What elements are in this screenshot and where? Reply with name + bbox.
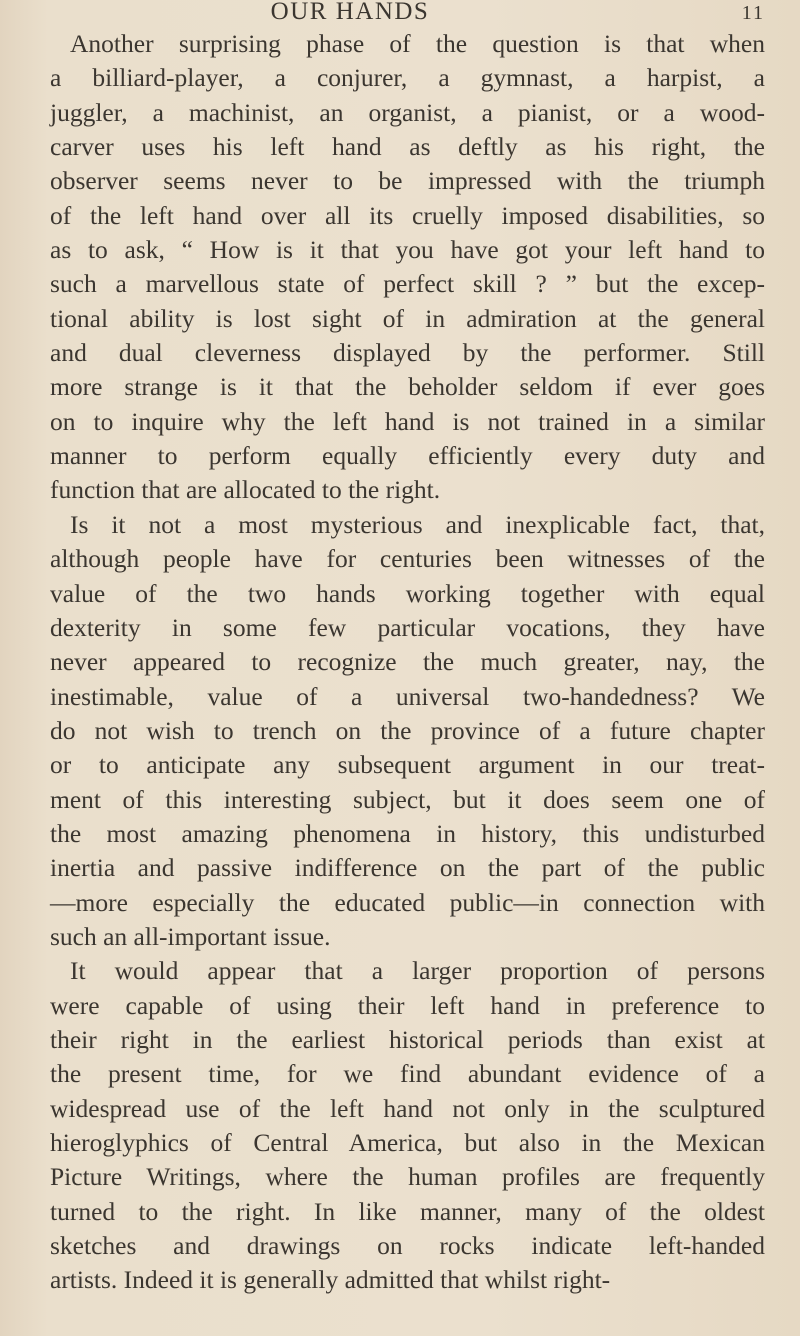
text-line: —more especially the educated public—in connection with xyxy=(50,887,765,917)
text-line: and dual cleverness displayed by the performer. Still xyxy=(50,338,765,368)
text-line: widespread use of the left hand not only in the sculptured xyxy=(50,1093,765,1123)
text-line: Another surprising phase of the question is that when xyxy=(70,29,765,58)
text-line: value of the two hands working together with equal xyxy=(50,578,765,608)
text-line: inestimable, value of a universal two-handedness? We xyxy=(50,681,765,711)
text-line: as to ask, “ How is it that you have got your left hand to xyxy=(50,235,765,265)
text-line: although people have for centuries been witnesses of the xyxy=(50,544,765,574)
text-line: their right in the earliest historical periods than exist at xyxy=(50,1024,765,1054)
paragraph xyxy=(50,954,765,1297)
text-line: more strange is it that the beholder seldom if ever goes xyxy=(50,372,765,402)
text-line: dexterity in some few particular vocations, they have xyxy=(50,612,765,642)
text-line: hieroglyphics of Central America, but also in the Mexican xyxy=(50,1128,765,1157)
paragraph xyxy=(50,27,765,508)
text-line: of the left hand over all its cruelly imposed disabilities, so xyxy=(50,200,765,230)
paragraph xyxy=(50,508,765,954)
text-line: ment of this interesting subject, but it does seem one of xyxy=(50,784,765,814)
text-line: the present time, for we find abundant evidence of a xyxy=(50,1059,765,1089)
text-line: juggler, a machinist, an organist, a pianist, or a wood- xyxy=(50,97,765,127)
text-line: turned to the right. In like manner, many of the oldest xyxy=(50,1196,765,1226)
text-line: Is it not a most mysterious and inexplicable fact, that, xyxy=(70,509,765,539)
text-line: sketches and drawings on rocks indicate left-handed xyxy=(50,1231,765,1261)
text-line: artists. Indeed it is generally admitted that whilst right- xyxy=(50,1265,611,1295)
running-title: OUR HANDS xyxy=(270,0,430,25)
text-line: It would appear that a larger proportion of persons xyxy=(70,956,765,986)
text-line: never appeared to recognize the much greater, nay, the xyxy=(50,647,765,677)
text-line: tional ability is lost sight of in admiration at the general xyxy=(50,303,765,333)
text-line: observer seems never to be impressed with the triumph xyxy=(50,166,765,196)
text-line: manner to perform equally efficiently every duty and xyxy=(50,441,765,471)
text-line: on to inquire why the left hand is not trained in a similar xyxy=(50,406,765,436)
text-line: Picture Writings, where the human profiles are frequently xyxy=(50,1162,765,1192)
text-line: the most amazing phenomena in history, this undisturbed xyxy=(50,818,765,848)
page-number: 11 xyxy=(741,2,765,24)
text-line: were capable of using their left hand in preference to xyxy=(50,990,765,1020)
text-line: or to anticipate any subsequent argument in our treat- xyxy=(50,750,765,780)
text-line: do not wish to trench on the province of a future chapter xyxy=(50,715,765,745)
text-line: function that are allocated to the right. xyxy=(50,475,441,505)
text-line: carver uses his left hand as deftly as his right, the xyxy=(50,132,765,162)
text-line: a billiard-player, a conjurer, a gymnast, a harpist, a xyxy=(50,63,765,93)
text-line: such a marvellous state of perfect skill ? ” but the excep- xyxy=(50,269,765,299)
text-line: such an all-important issue. xyxy=(50,921,331,951)
body-text xyxy=(50,27,765,1298)
text-line: inertia and passive indifference on the part of the public xyxy=(50,853,765,883)
